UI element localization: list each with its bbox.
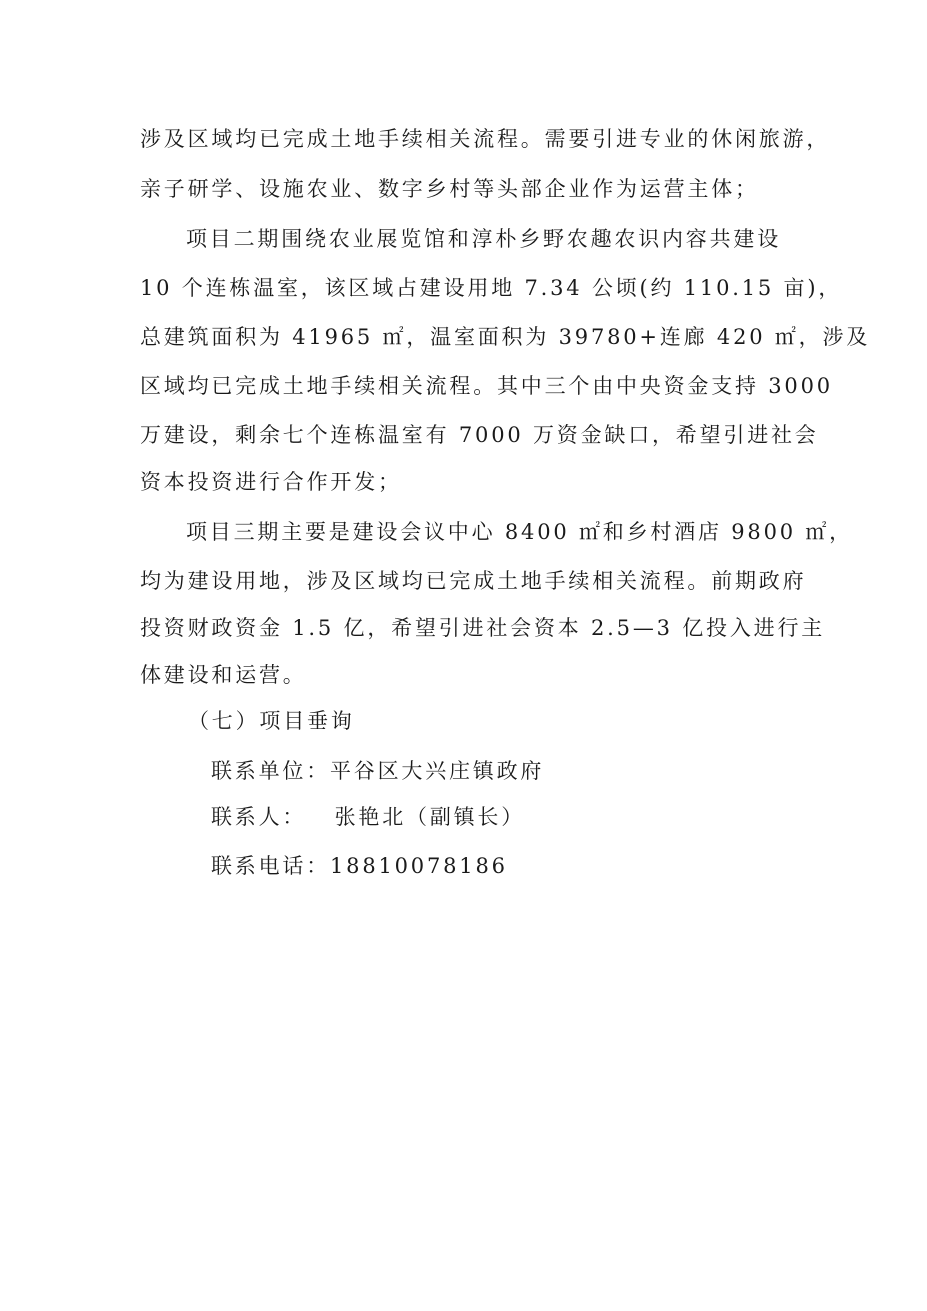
paragraph-line: 项目二期围绕农业展览馆和淳朴乡野农趣农识内容共建设: [186, 227, 781, 251]
paragraph-line: 项目三期主要是建设会议中心 8400 ㎡和乡村酒店 9800 ㎡，: [186, 520, 853, 544]
contact-person: 联系人： 张艳北（副镇长）: [211, 805, 526, 829]
contact-unit: 联系单位：平谷区大兴庄镇政府: [211, 759, 545, 783]
paragraph-line: 万建设，剩余七个连栋温室有 7000 万资金缺口，希望引进社会: [140, 423, 819, 447]
paragraph-line: 区域均已完成土地手续相关流程。其中三个由中央资金支持 3000: [140, 374, 833, 398]
paragraph-line: 资本投资进行合作开发；: [140, 470, 402, 494]
paragraph-line: 总建筑面积为 41965 ㎡，温室面积为 39780+连廊 420 ㎡，涉及: [140, 325, 871, 349]
paragraph-line: 投资财政资金 1.5 亿，希望引进社会资本 2.5—3 亿投入进行主: [140, 616, 826, 640]
section-heading: （七）项目垂询: [188, 709, 355, 733]
contact-phone: 联系电话：18810078186: [211, 854, 508, 878]
paragraph-line: 体建设和运营。: [140, 663, 307, 687]
paragraph-line: 10 个连栋温室，该区域占建设用地 7.34 公顷(约 110.15 亩)，: [140, 276, 843, 300]
paragraph-line: 均为建设用地，涉及区域均已完成土地手续相关流程。前期政府: [140, 569, 807, 593]
paragraph-line: 涉及区域均已完成土地手续相关流程。需要引进专业的休闲旅游，: [140, 127, 831, 151]
paragraph-line: 亲子研学、设施农业、数字乡村等头部企业作为运营主体；: [140, 177, 759, 201]
